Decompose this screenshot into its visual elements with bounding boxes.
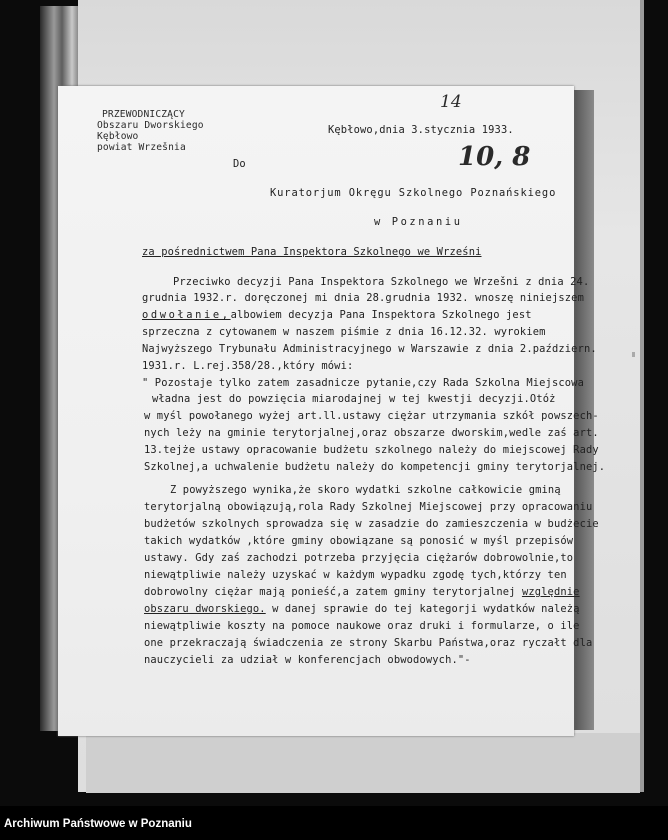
page-number: 14 [440, 92, 462, 112]
underlying-page-bottom [86, 733, 640, 793]
quote-line-13 [144, 586, 580, 598]
body-line-6: 1931.r. L.rej.358/28.,który mówi: [142, 360, 354, 372]
quote-line-1: " Pozostaje tylko zatem zasadnicze pytanie,czy Rada Szkolna Miejscowa [142, 377, 584, 389]
quote-line-2: władna jest do powzięcia miarodajnej w tej kwestji decyzji.Otóż [152, 393, 556, 405]
quote-line-9: budżetów szkolnych sprowadza się w zasadzie do zamieszczenia w budżecie [144, 518, 599, 530]
body-line-2: grudnia 1932.r. doręczonej mi dnia 28.grudnia 1932. wnoszę niniejszem [142, 292, 584, 304]
body-line-1: Przeciwko decyzji Pana Inspektora Szkolnego we Wrzešni z dnia 24. [173, 276, 590, 288]
archive-credit: Archiwum Państwowe w Poznaniu [4, 818, 192, 830]
sender-line-4: powiat Wrzešnia [97, 142, 186, 153]
reference-mark: 10, 8 [458, 142, 531, 172]
quote-line-15: niewątpliwie koszty na pomoce naukowe oraz druki i formularze, o ile [144, 620, 580, 632]
recipient-do: Do [233, 158, 246, 170]
body-line-4: sprzeczna z cytowanem w naszem piśmie z dnia 16.12.32. wyrokiem [142, 326, 546, 338]
sender-line-3: Kębłowo [97, 131, 139, 142]
place-date: Kębłowo,dnia 3.stycznia 1933. [328, 124, 514, 136]
wzglednie-word: względnie [521, 586, 580, 598]
sender-line-2: Obszaru Dworskiego [97, 120, 204, 131]
quote-line-12: niewątpliwie należy uzyskać w każdym wypadku zgodę tych,którzy ten [144, 569, 567, 581]
edge-mark [632, 352, 635, 357]
body-line-3 [142, 309, 532, 321]
quote-line-3: w myśl powołanego wyżej art.ll.ustawy ciężar utrzymania szkół powszech- [144, 410, 599, 422]
letter-page [58, 86, 606, 736]
quote-line-14 [144, 603, 580, 615]
quote-line-17: nauczycieli za udział w konferencjach obwodowych."- [144, 654, 471, 666]
odwolanie-word: odwołanie, [142, 309, 231, 321]
quote-line-16: one przekraczają świadczenia ze strony Skarbu Państwa,oraz ryczałt dla [144, 637, 593, 649]
quote-line-6: Szkolnej,a uchwalenie budżetu należy do kompetencji gminy terytorjalnej. [144, 461, 606, 473]
quote-line-4: nych leży na gminie terytorjalnej,oraz obszarze dworskim,wedle zaś art. [144, 427, 599, 439]
via-line: za pośrednictwem Pana Inspektora Szkolnego we Wrześni [142, 246, 482, 258]
recipient-city: w Poznaniu [374, 216, 463, 228]
sender-line-1: PRZEWODNICZĄCY [102, 109, 185, 120]
quote-line-7: Z powyższego wynika,że skoro wydatki szkolne całkowicie gminą [170, 484, 561, 496]
quote-line-5: 13.tejże ustawy opracowanie budżetu szkolnego należy do miejscowej Rady [144, 444, 599, 456]
quote-line-13-text: dobrowolny ciężar mają ponieść,a zatem gminy terytorjalnej [144, 586, 516, 598]
quote-line-11: ustawy. Gdy zaś zachodzi potrzeba przyjęcia ciężarów dobrowolnie,to [144, 552, 574, 564]
quote-line-10: takich wydatków ,które gminy obowiązane są ponosić w myśl przepisów [144, 535, 574, 547]
quote-line-14-rest: w danej sprawie do tej kategorji wydatków należą [272, 603, 580, 615]
obszaru-dworskiego: obszaru dworskiego. [144, 603, 266, 615]
body-line-3-rest: albowiem decyzja Pana Inspektora Szkolnego jest [230, 309, 532, 321]
quote-line-8: terytorjalną obowiązują,rola Rady Szkolnej Miejscowej przy opracowaniu [144, 501, 593, 513]
body-line-5: Najwyższego Trybunału Administracyjnego w Warszawie z dnia 2.październ. [142, 343, 597, 355]
recipient-name: Kuratorjum Okręgu Szkolnego Poznańskiego [270, 187, 557, 199]
